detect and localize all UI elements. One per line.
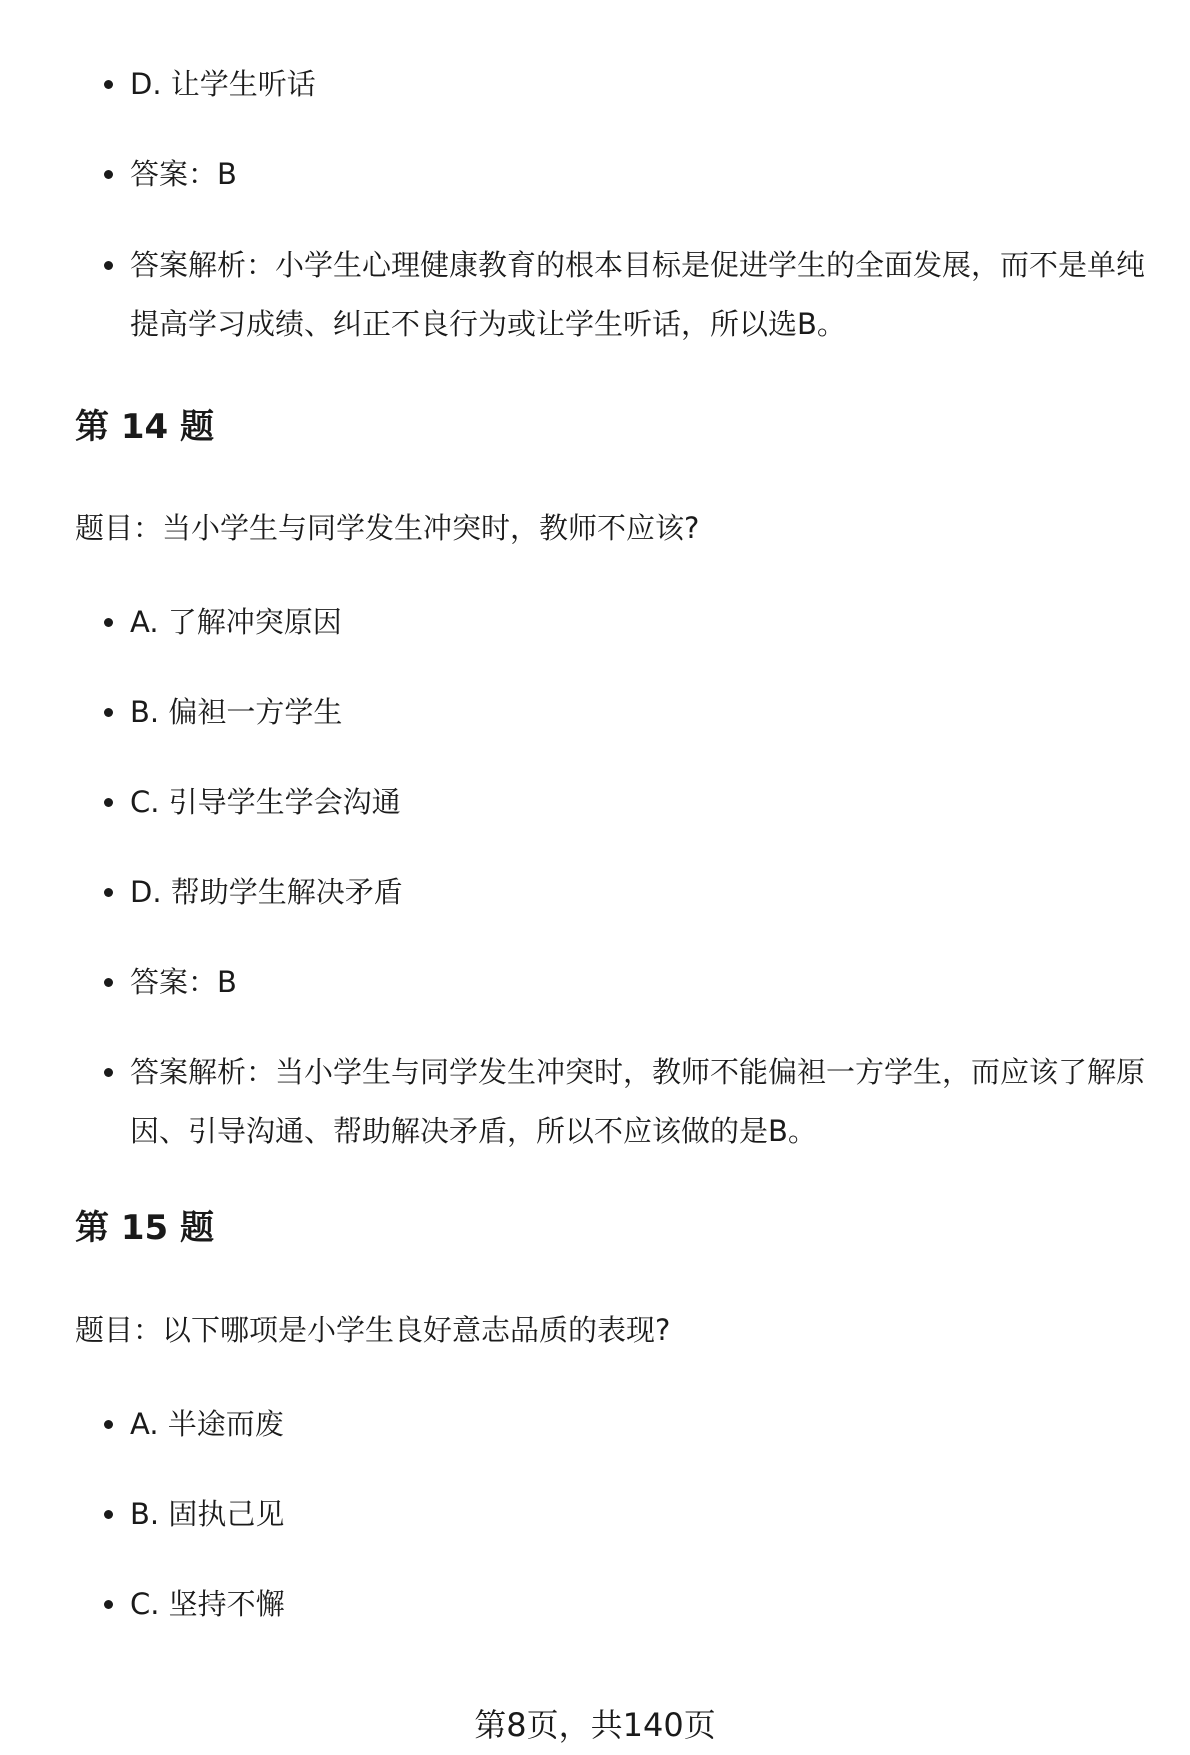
q14-option-b: [130, 683, 1160, 742]
q14-question: 题目：当小学生与同学发生冲突时，教师不应该?: [75, 511, 700, 545]
answer-text: 答案：B: [130, 157, 237, 191]
option-text: B. 偏袒一方学生: [130, 695, 343, 729]
bullet-icon: [104, 80, 113, 89]
bullet-icon: [104, 888, 113, 897]
option-text: C. 坚持不懈: [130, 1587, 285, 1621]
q15-question: 题目：以下哪项是小学生良好意志品质的表现?: [75, 1313, 671, 1347]
bullet-icon: [104, 978, 113, 987]
q13-answer: [130, 145, 1160, 204]
bullet-icon: [104, 798, 113, 807]
page-indicator: 第8页，共140页: [474, 1706, 716, 1744]
q14-heading: 第 14 题: [75, 407, 214, 447]
option-text: A. 半途而废: [130, 1407, 284, 1441]
bullet-icon: [104, 708, 113, 717]
answer-text: 答案：B: [130, 965, 237, 999]
q14-answer: [130, 953, 1160, 1012]
bullet-icon: [104, 1510, 113, 1519]
q15-option-b: [130, 1485, 1160, 1544]
q15-option-c: [130, 1575, 1160, 1634]
q15-heading: 第 15 题: [75, 1208, 214, 1248]
option-text: D. 让学生听话: [130, 67, 316, 101]
q14-option-c: [130, 773, 1160, 832]
bullet-icon: [104, 1068, 113, 1077]
q14-option-a: [130, 593, 1160, 652]
q15-option-a: [130, 1395, 1160, 1454]
q13-analysis: [130, 236, 1160, 354]
bullet-icon: [104, 1600, 113, 1609]
bullet-icon: [104, 170, 113, 179]
q14-analysis: [130, 1043, 1160, 1161]
option-text: B. 固执己见: [130, 1497, 285, 1531]
bullet-icon: [104, 261, 113, 270]
bullet-icon: [104, 618, 113, 627]
q14-option-d: [130, 863, 1160, 922]
option-text: C. 引导学生学会沟通: [130, 785, 401, 819]
q13-option-d: [130, 55, 1160, 114]
bullet-icon: [104, 1420, 113, 1429]
option-text: A. 了解冲突原因: [130, 605, 342, 639]
analysis-text: 答案解析：当小学生与同学发生冲突时，教师不能偏袒一方学生，而应该了解原因、引导沟通、帮助解决矛盾，所以不应该做的是B。: [130, 1055, 1146, 1148]
analysis-text: 答案解析：小学生心理健康教育的根本目标是促进学生的全面发展，而不是单纯提高学习成绩、纠正不良行为或让学生听话，所以选B。: [130, 248, 1146, 341]
option-text: D. 帮助学生解决矛盾: [130, 875, 403, 909]
